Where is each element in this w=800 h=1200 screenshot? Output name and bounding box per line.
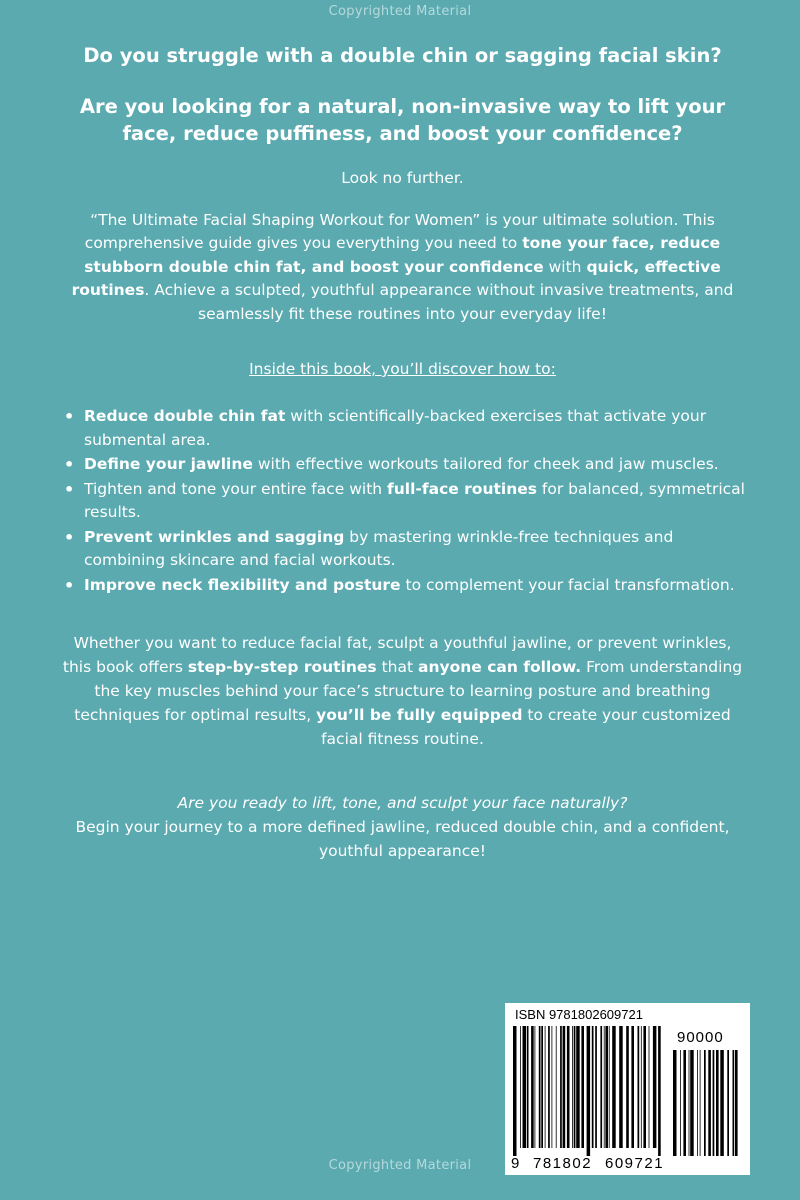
headline-question-2: Are you looking for a natural, non-invasive way to lift your face, reduce puffiness, and boost your confidence?: [79, 95, 726, 145]
closing-statement: Begin your journey to a more defined jawline, reduced double chin, and a confident, youthful appearance!: [75, 818, 730, 860]
isbn-barcode: [505, 1003, 750, 1175]
barcode-addon-number: 90000: [677, 1029, 724, 1046]
intro-text-3: . Achieve a sculpted, youthful appearance without invasive treatments, and seamlessly fit these routines into your everyday life!: [144, 281, 734, 323]
intro-paragraph: [60, 209, 745, 327]
intro-bold-1: tone your face, reduce stubborn double chin fat, and boost your confidence: [84, 234, 721, 276]
barcode-digits-right: 609721: [605, 1155, 665, 1172]
copyright-watermark-top: Copyrighted Material: [328, 4, 472, 19]
list-item: • Reduce double chin fat with scientifically-backed exercises that activate your submental area.: [60, 405, 745, 452]
intro-text-1: “The Ultimate Facial Shaping Workout for Women” is your ultimate solution. This comprehensive guide gives you everything you need to: [84, 210, 715, 252]
barcode-digit-first: 9: [511, 1155, 521, 1172]
whether-paragraph: Whether you want to reduce facial fat, sculpt a youthful jawline, or prevent wrinkles, this book offers step-by-step routines that anyone can follow. From understanding the key muscles behind your face’s structure to learning posture and breathing techniques for optimal results, you’ll be fully equipped to create your customized facial fitness routine.: [62, 634, 743, 748]
intro-bold-2: quick, effective routines: [71, 257, 721, 299]
headline-question-1: Do you struggle with a double chin or sagging facial skin?: [83, 44, 722, 67]
list-item: • Tighten and tone your entire face with full-face routines for balanced, symmetrical results.: [60, 478, 745, 525]
intro-text-2: with: [543, 257, 587, 276]
list-item: • Improve neck flexibility and posture to complement your facial transformation.: [60, 574, 745, 598]
barcode-digits-left: 781802: [533, 1155, 593, 1172]
inside-heading: Inside this book, you’ll discover how to:: [249, 360, 556, 378]
closing-question: Are you ready to lift, tone, and sculpt your face naturally?: [177, 794, 628, 812]
isbn-label: ISBN 9781802609721: [515, 1007, 643, 1022]
benefits-list: [60, 405, 745, 597]
copyright-watermark-bottom: Copyrighted Material: [328, 1158, 472, 1173]
list-item: • Define your jawline with effective workouts tailored for cheek and jaw muscles.: [60, 453, 745, 477]
list-item: • Prevent wrinkles and sagging by mastering wrinkle-free techniques and combining skincare and facial workouts.: [60, 526, 745, 573]
barcode-bars: [513, 1026, 663, 1156]
look-no-further: Look no further.: [341, 169, 464, 187]
back-cover-text: [60, 42, 745, 863]
barcode-addon-bars: [673, 1050, 741, 1156]
